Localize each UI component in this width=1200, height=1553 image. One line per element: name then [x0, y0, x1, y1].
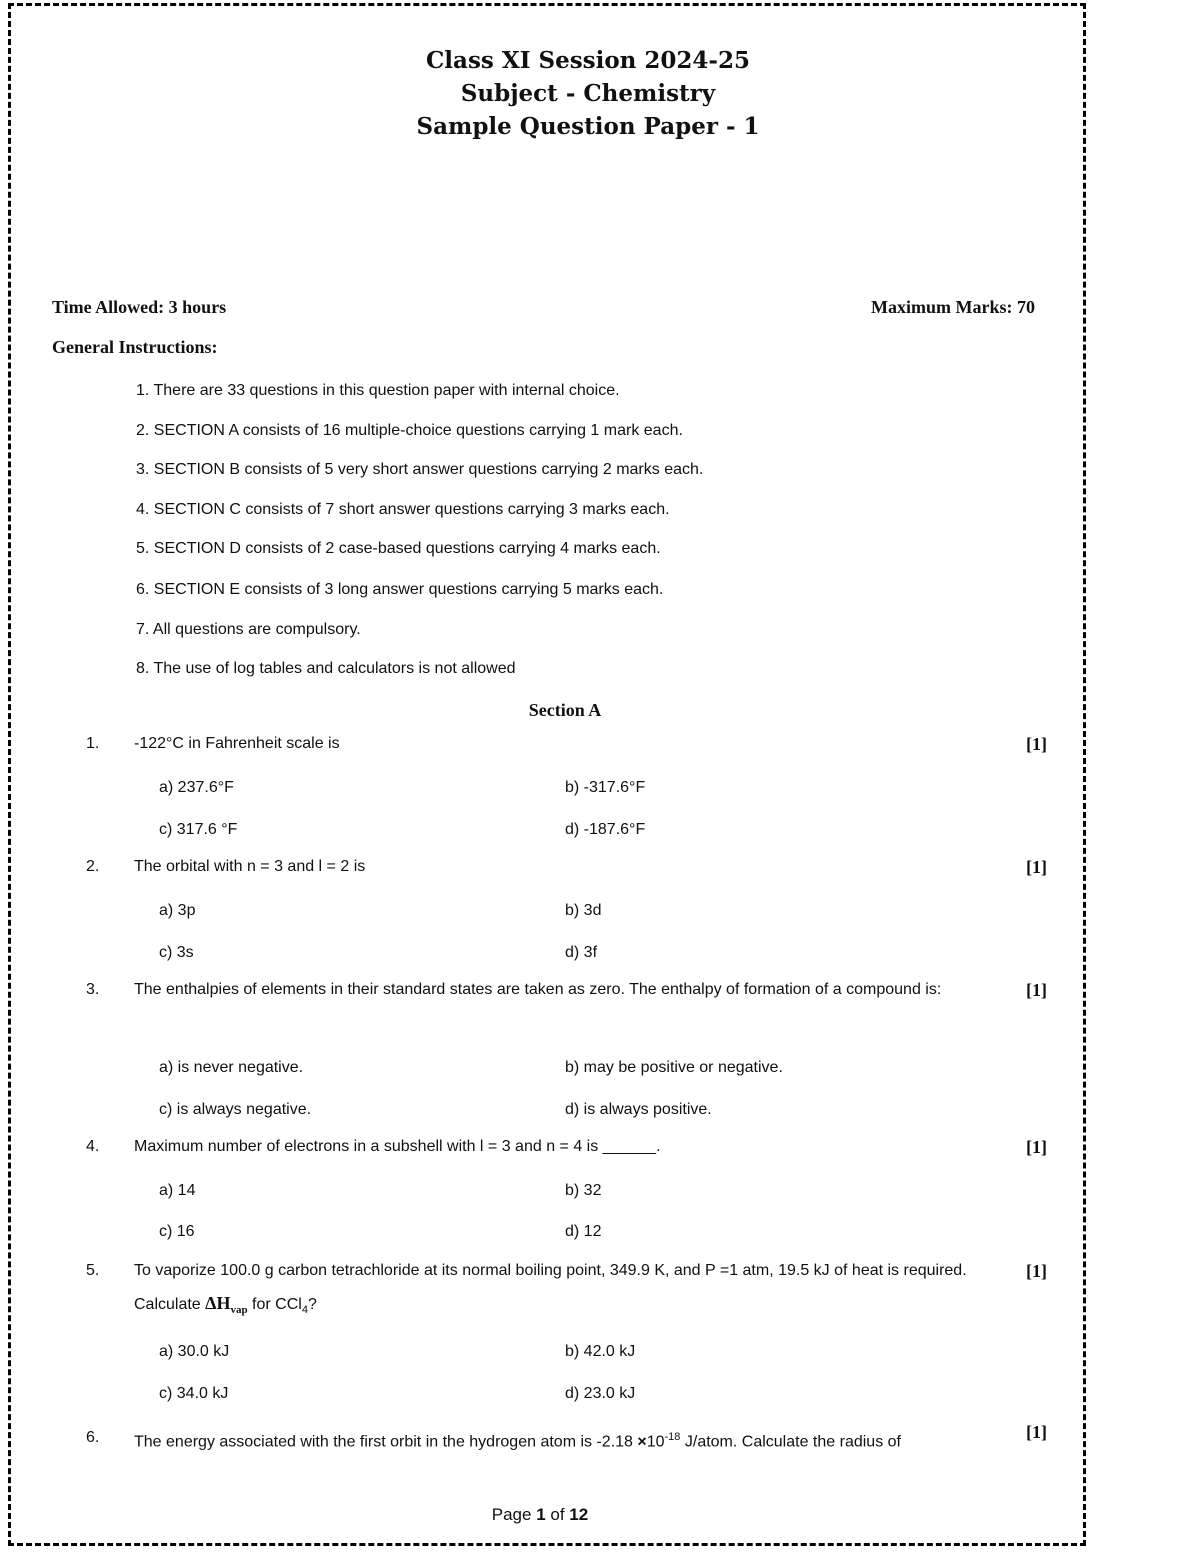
current-page-number: 1 [536, 1505, 546, 1524]
general-instructions-heading: General Instructions: [52, 337, 218, 357]
question-text-part: ? [307, 1296, 317, 1313]
question-text: The orbital with n = 3 and l = 2 is [134, 858, 366, 875]
option-d: d) -187.6°F [565, 821, 646, 838]
question-marks: [1] [1026, 980, 1047, 1000]
vap-subscript: vap [230, 1304, 248, 1317]
question-text-part: To vaporize 100.0 g carbon tetrachloride at its normal boiling point, 349.9 K, and P =1 atm, 19.5 kJ of heat is required. Calculate [134, 1262, 967, 1313]
instruction-item: 3. SECTION B consists of 5 very short answer questions carrying 2 marks each. [136, 461, 704, 478]
question-text: -122°C in Fahrenheit scale is [134, 735, 340, 752]
maximum-marks: Maximum Marks: 70 [871, 297, 1035, 317]
delta-h-symbol: ΔH [205, 1293, 231, 1313]
option-a: a) 30.0 kJ [159, 1343, 230, 1360]
option-b: b) 42.0 kJ [565, 1343, 636, 1360]
instruction-item: 1. There are 33 questions in this question paper with internal choice. [136, 382, 620, 399]
option-a: a) 3p [159, 902, 196, 919]
question-text-part: J/atom. Calculate the radius of [680, 1433, 901, 1451]
option-a: a) is never negative. [159, 1059, 304, 1076]
question-text-part: for CCl [247, 1296, 302, 1313]
time-allowed: Time Allowed: 3 hours [52, 297, 227, 317]
option-c: c) 317.6 °F [159, 821, 238, 838]
question-text [134, 1254, 994, 1327]
option-b: b) may be positive or negative. [565, 1059, 783, 1076]
option-c: c) 3s [159, 944, 194, 961]
footer-prefix: Page [491, 1505, 537, 1524]
header-paper-title: Sample Question Paper - 1 [416, 113, 760, 140]
option-c: c) 34.0 kJ [159, 1385, 229, 1402]
footer-middle: of [545, 1505, 570, 1524]
question-marks: [1] [1026, 857, 1047, 877]
question-marks: [1] [1026, 1422, 1047, 1442]
times-symbol: × [637, 1433, 647, 1451]
instruction-item: 8. The use of log tables and calculators is not allowed [136, 660, 516, 677]
exponent: -18 [664, 1431, 681, 1443]
option-d: d) 3f [565, 944, 598, 961]
question-number: 3. [86, 981, 100, 998]
option-b: b) -317.6°F [565, 779, 646, 796]
option-d: d) 12 [565, 1223, 602, 1240]
option-a: a) 237.6°F [159, 779, 234, 796]
question-marks: [1] [1026, 734, 1047, 754]
question-number: 6. [86, 1429, 100, 1446]
option-b: b) 32 [565, 1182, 602, 1199]
option-c: c) 16 [159, 1223, 195, 1240]
section-a-title: Section A [528, 700, 602, 720]
option-c: c) is always negative. [159, 1101, 312, 1118]
question-number: 1. [86, 735, 100, 752]
instruction-item: 7. All questions are compulsory. [136, 621, 361, 638]
question-text: The enthalpies of elements in their standard states are taken as zero. The enthalpy of formation of a compound is: [134, 981, 942, 998]
question-number: 5. [86, 1262, 100, 1279]
instruction-item: 5. SECTION D consists of 2 case-based questions carrying 4 marks each. [136, 540, 661, 557]
power-base: 10 [646, 1433, 665, 1451]
question-text: Maximum number of electrons in a subshell with l = 3 and n = 4 is ______. [134, 1138, 661, 1155]
question-text-part: The energy associated with the first orbit in the hydrogen atom is -2.18 [134, 1433, 638, 1451]
question-number: 2. [86, 858, 100, 875]
total-pages: 12 [569, 1505, 589, 1524]
question-marks: [1] [1026, 1137, 1047, 1157]
question-marks: [1] [1026, 1261, 1047, 1281]
page-footer [0, 1505, 1080, 1525]
question-text [134, 1421, 994, 1458]
instruction-item: 2. SECTION A consists of 16 multiple-choice questions carrying 1 mark each. [136, 422, 683, 439]
option-d: d) is always positive. [565, 1101, 712, 1118]
option-a: a) 14 [159, 1182, 196, 1199]
instruction-item: 6. SECTION E consists of 3 long answer questions carrying 5 marks each. [136, 581, 664, 598]
formula-subscript: 4 [301, 1304, 308, 1317]
option-b: b) 3d [565, 902, 602, 919]
header-subject: Subject - Chemistry [460, 80, 716, 107]
header-class-session: Class XI Session 2024-25 [426, 47, 750, 74]
instruction-item: 4. SECTION C consists of 7 short answer questions carrying 3 marks each. [136, 501, 670, 518]
question-number: 4. [86, 1138, 100, 1155]
option-d: d) 23.0 kJ [565, 1385, 636, 1402]
